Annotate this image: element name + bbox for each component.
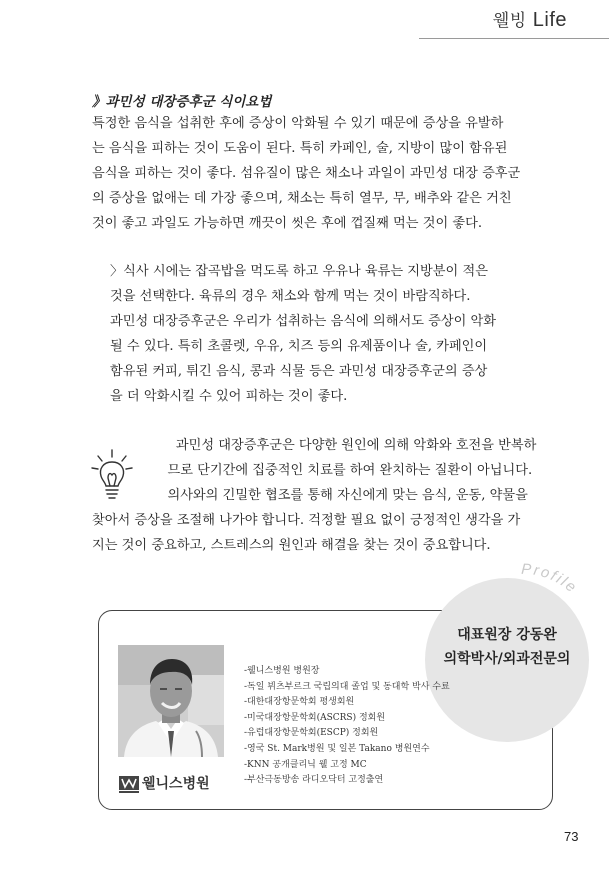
hospital-logo-text: 웰니스병원 [142,776,210,792]
text-line: 될 수 있다. 특히 초콜렛, 우유, 치즈 등의 유제품이나 술, 카페인이 [110,339,488,354]
text-line: 것이 좋고 과일도 가능하면 깨끗이 씻은 후에 껍질째 먹는 것이 좋다. [92,216,483,231]
text-line: 음식을 피하는 것이 좋다. 섬유질이 많은 채소나 과일이 과민성 대장 증후군 [92,166,521,181]
text-line: 는 음식을 피하는 것이 도움이 된다. 특히 카페인, 술, 지방이 많이 함유된 [92,141,508,156]
text-line: 의사와의 긴밀한 협조를 통해 자신에게 맞는 음식, 운동, 약물을 [92,488,528,503]
hospital-logo-mark [118,772,140,794]
text-line: 특정한 음식을 섭취한 후에 증상이 악화될 수 있기 때문에 증상을 유발하 [92,116,504,131]
text-line: 〉식사 시에는 잡곡밥을 먹도록 하고 우유나 육류는 지방분이 적은 [110,264,488,279]
paragraph-conclusion [92,433,536,558]
text-line: 므로 단기간에 집중적인 치료를 하여 완치하는 질환이 아닙니다. [92,463,533,478]
career-item: -독일 뷔츠부르크 국립의대 졸업 및 동대학 박사 수료 [244,681,450,692]
text-line: 것을 선택한다. 육류의 경우 채소와 함께 먹는 것이 바람직하다. [110,289,471,304]
doctor-credentials: 의학박사/외과전문의 [443,651,571,667]
career-item: -대한대장항문학회 평생회원 [244,697,355,708]
section-heading: 》과민성 대장증후군 식이요법 [92,94,272,110]
text-line: 찾아서 증상을 조절해 나가야 합니다. 걱정할 필요 없이 긍정적인 생각을 가 [92,513,521,528]
doctor-name: 대표원장 강동완 [457,627,557,643]
career-item: -영국 St. Mark병원 및 일본 Takano 병원연수 [244,743,430,754]
header-title-english: Life [532,9,567,31]
paragraph-diet-intro [92,111,520,236]
profile-tag [515,560,595,618]
career-item: -웰니스병원 병원장 [244,666,320,676]
text-line: 을 더 악화시킬 수 있어 피하는 것이 좋다. [110,389,348,404]
career-item: -부산극동방송 라디오닥터 고정출연 [244,775,384,786]
header-title [493,6,567,32]
doctor-photo [118,645,224,757]
text-line: 과민성 대장증후군은 우리가 섭취하는 음식에 의해서도 증상이 악화 [110,314,497,329]
text-line: 함유된 커피, 튀긴 음식, 콩과 식물 등은 과민성 대장증후군의 증상 [110,364,488,379]
profile-tag-text: Profile [520,560,581,597]
header-title-korean: 웰빙 [492,11,527,30]
career-item: -KNN 공개클리닉 웰 고정 MC [244,759,367,770]
page-number: 73 [564,829,579,844]
text-line: 과민성 대장증후군은 다양한 원인에 의해 악화와 호전을 반복하 [92,438,537,453]
svg-text:Profile [521,561,581,597]
hospital-logo [118,772,228,794]
running-header [419,0,609,40]
career-item: -유럽대장항문학회(ESCP) 정회원 [244,728,379,739]
career-item: -미국대장항문학회(ASCRS) 정회원 [244,712,386,723]
paragraph-diet-tips [110,259,496,409]
header-rule [419,38,609,39]
text-line: 지는 것이 중요하고, 스트레스의 원인과 해결을 찾는 것이 중요합니다. [92,538,491,553]
text-line: 의 증상을 없애는 데 가장 좋으며, 채소는 특히 열무, 무, 배추와 같은 거친 [92,191,512,206]
career-list [244,664,450,789]
